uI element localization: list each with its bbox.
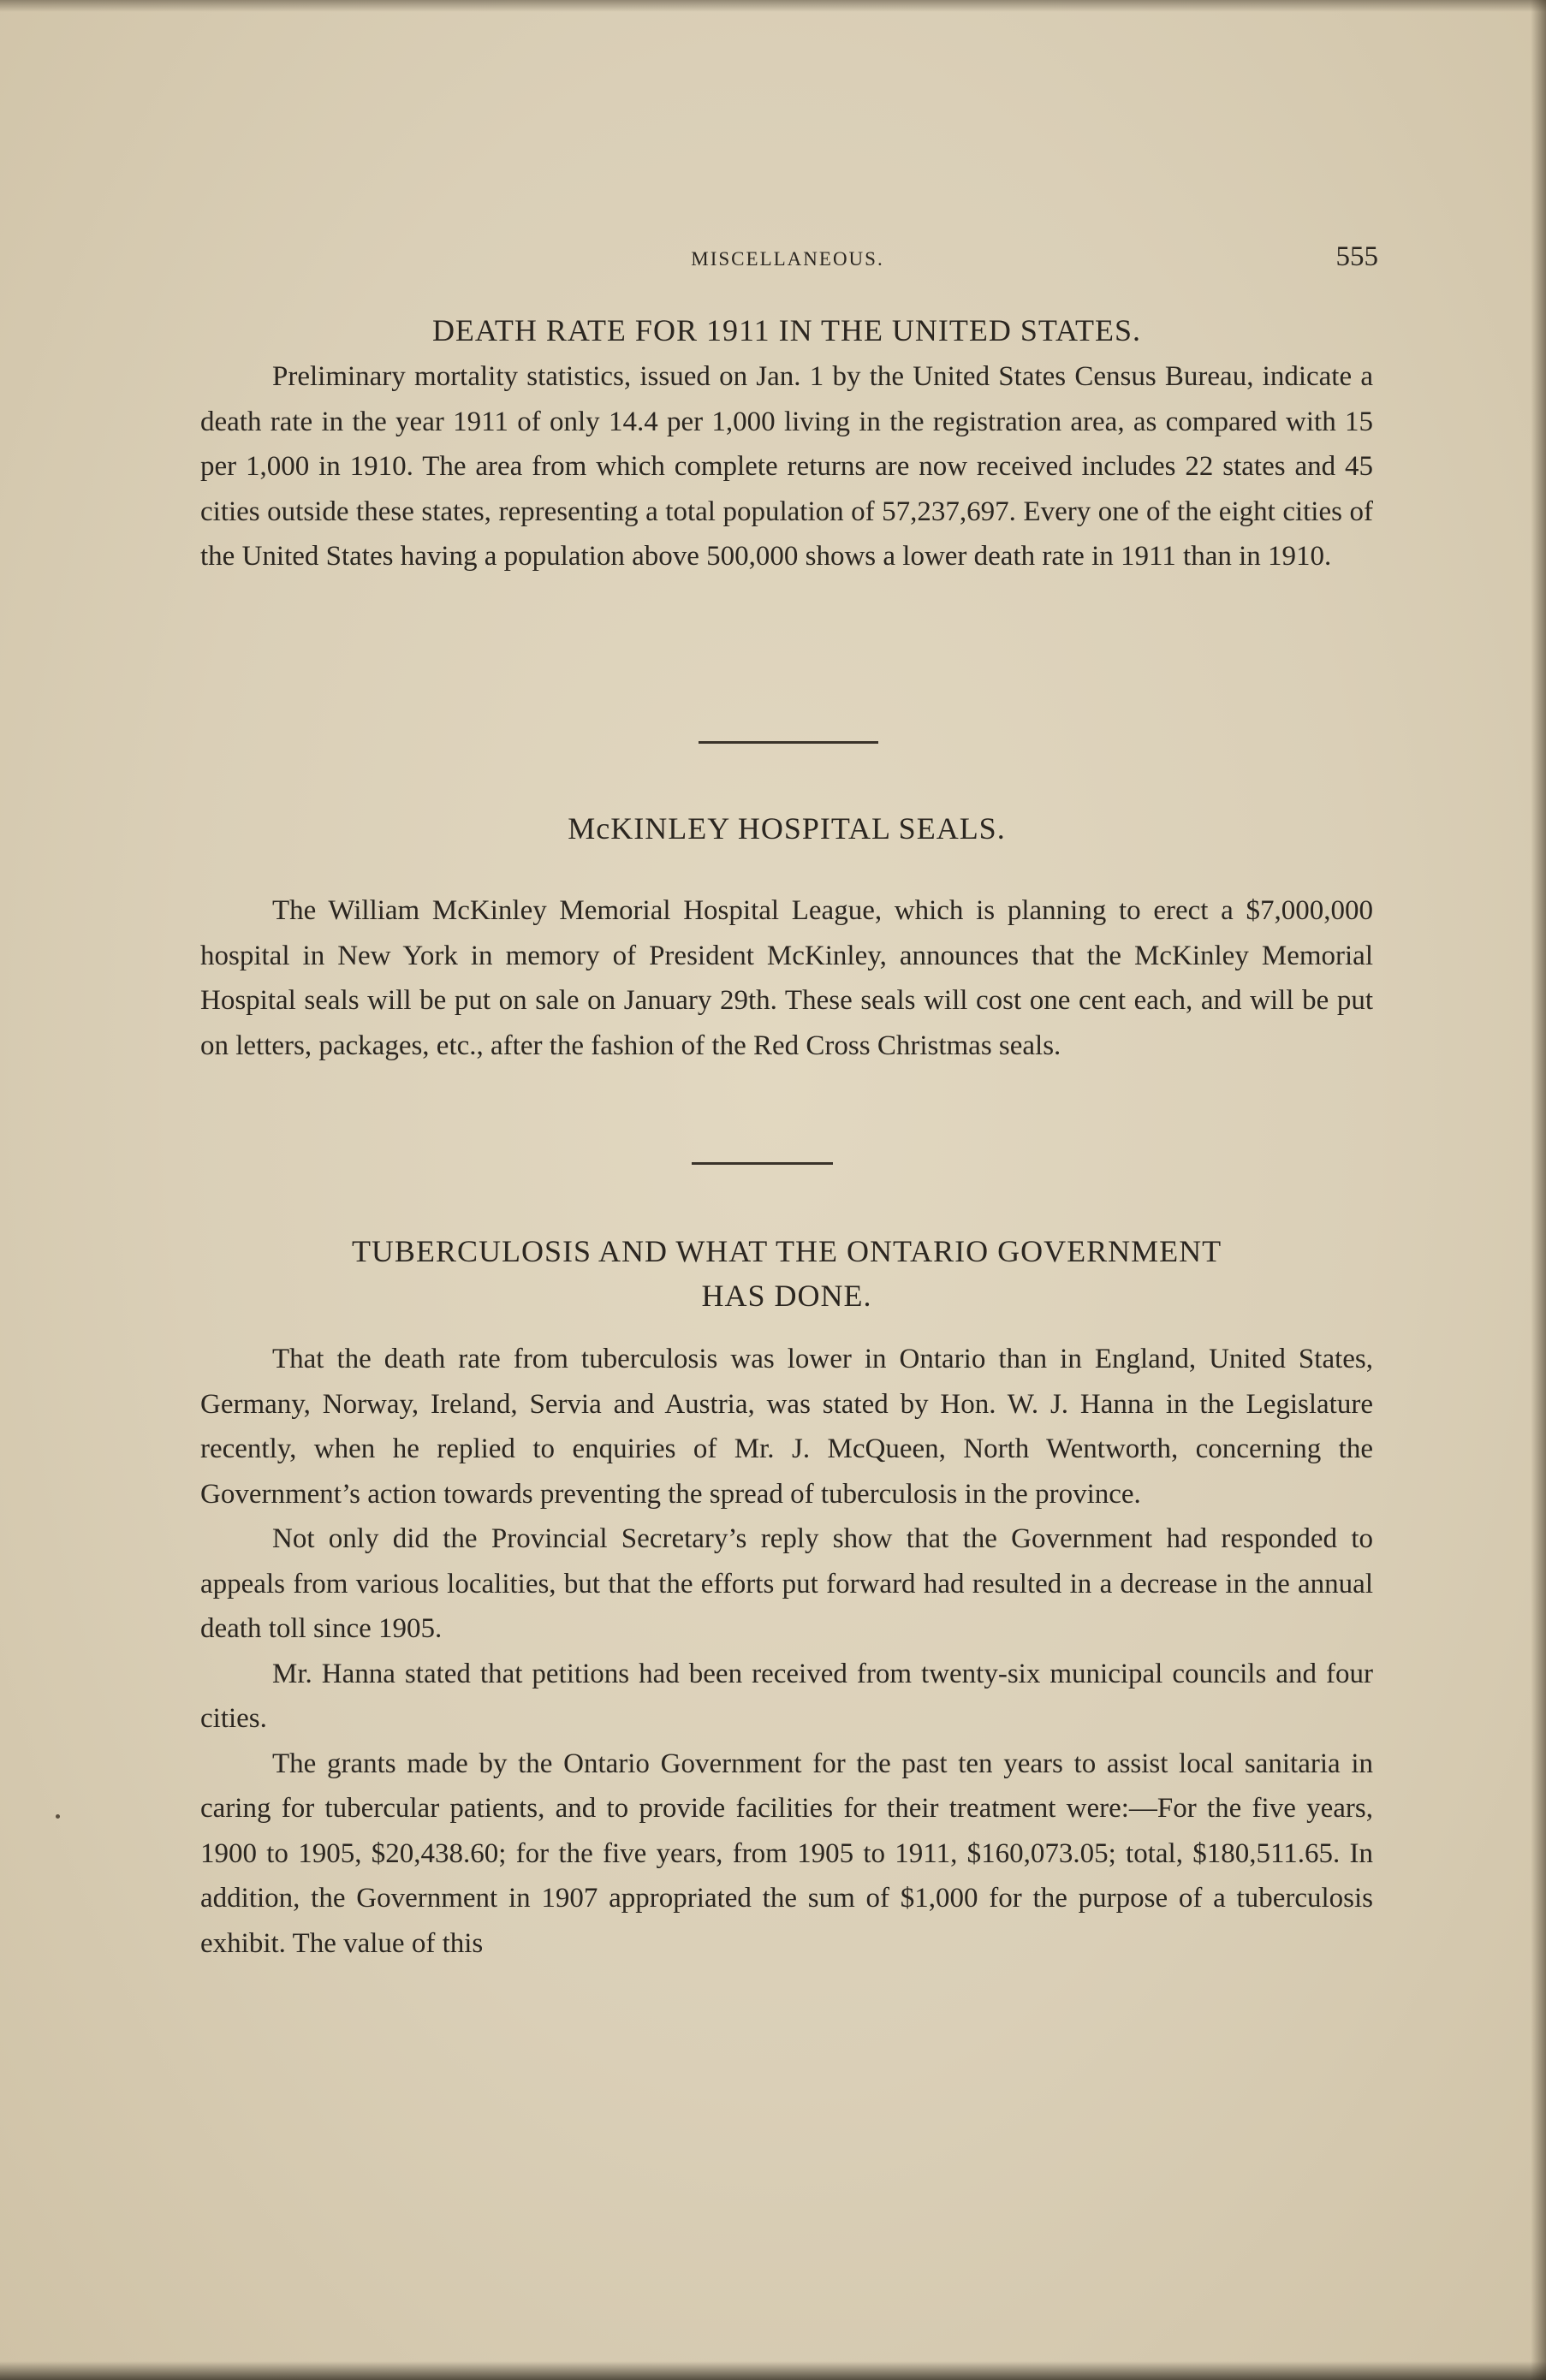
article-paragraph: Preliminary mortality statistics, issued on Jan. 1 by the United States Census Bureau, indicate a death rate in the year 1911 of only 14.4 per 1,000 living in the registration area, as compared with 15 per 1,000 in 1910. The area from which complete returns are now received includes 22 states and 45 cities outside these states, representing a total population of 57,237,697. Every one of the eight cities of the United States having a population above 500,000 shows a lower death rate in 1911 than in 1910. xyxy=(200,361,1373,572)
article-tuberculosis-ontario xyxy=(200,1229,1373,1966)
article-paragraph: The William McKinley Memorial Hospital League, which is planning to erect a $7,000,000 hospital in New York in memory of President McKinley, announces that the McKinley Memorial Hospital seals will be put on sale on January 29th. These seals will cost one cent each, and will be put on letters, packages, etc., after the fashion of the Red Cross Christmas seals. xyxy=(200,895,1373,1061)
article-title-line-1: TUBERCULOSIS AND WHAT THE ONTARIO GOVERNMENT xyxy=(351,1234,1222,1268)
article-title: McKINLEY HOSPITAL SEALS. xyxy=(568,811,1006,846)
margin-speck xyxy=(56,1814,60,1819)
article-death-rate xyxy=(200,308,1373,579)
article-paragraph: That the death rate from tuberculosis was lower in Ontario than in England, United States, Germany, Norway, Ireland, Servia and Austria, was stated by Hon. W. J. Hanna in the Legislature recently, when he replied to enquiries of Mr. J. McQueen, North Wentworth, concerning the Government’s action towards preventing the spread of tuberculosis in the province. xyxy=(200,1344,1373,1510)
article-paragraph: Not only did the Provincial Secretary’s reply show that the Government had responded to appeals from various localities, but that the efforts put forward had resulted in a decrease in the annual death toll since 1905. xyxy=(200,1523,1373,1644)
page-right-shadow xyxy=(1531,0,1546,2380)
article-title: DEATH RATE FOR 1911 IN THE UNITED STATES. xyxy=(431,313,1142,347)
section-divider xyxy=(699,741,878,744)
running-header xyxy=(197,241,1378,276)
page-number: 555 xyxy=(1335,241,1378,272)
article-paragraph: Mr. Hanna stated that petitions had been received from twenty-six municipal councils and four cities. xyxy=(200,1658,1373,1734)
article-title-line-2: HAS DONE. xyxy=(701,1279,872,1313)
page-top-shadow xyxy=(0,0,1546,12)
page-bottom-shadow xyxy=(0,2361,1546,2380)
article-mckinley-seals xyxy=(200,806,1373,1068)
running-title: MISCELLANEOUS. xyxy=(691,248,884,270)
section-divider xyxy=(692,1162,833,1165)
article-paragraph: The grants made by the Ontario Government for the past ten years to assist local sanitaria in caring for tubercular patients, and to provide facilities for their treatment were:—For the five years, 1900 to 1905, $20,438.60; for the five years, from 1905 to 1911, $160,073.05; total, $180,511.65. In addition, the Government in 1907 appropriated the sum of $1,000 for the purpose of a tuberculosis exhibit. The value of this xyxy=(200,1748,1373,1959)
